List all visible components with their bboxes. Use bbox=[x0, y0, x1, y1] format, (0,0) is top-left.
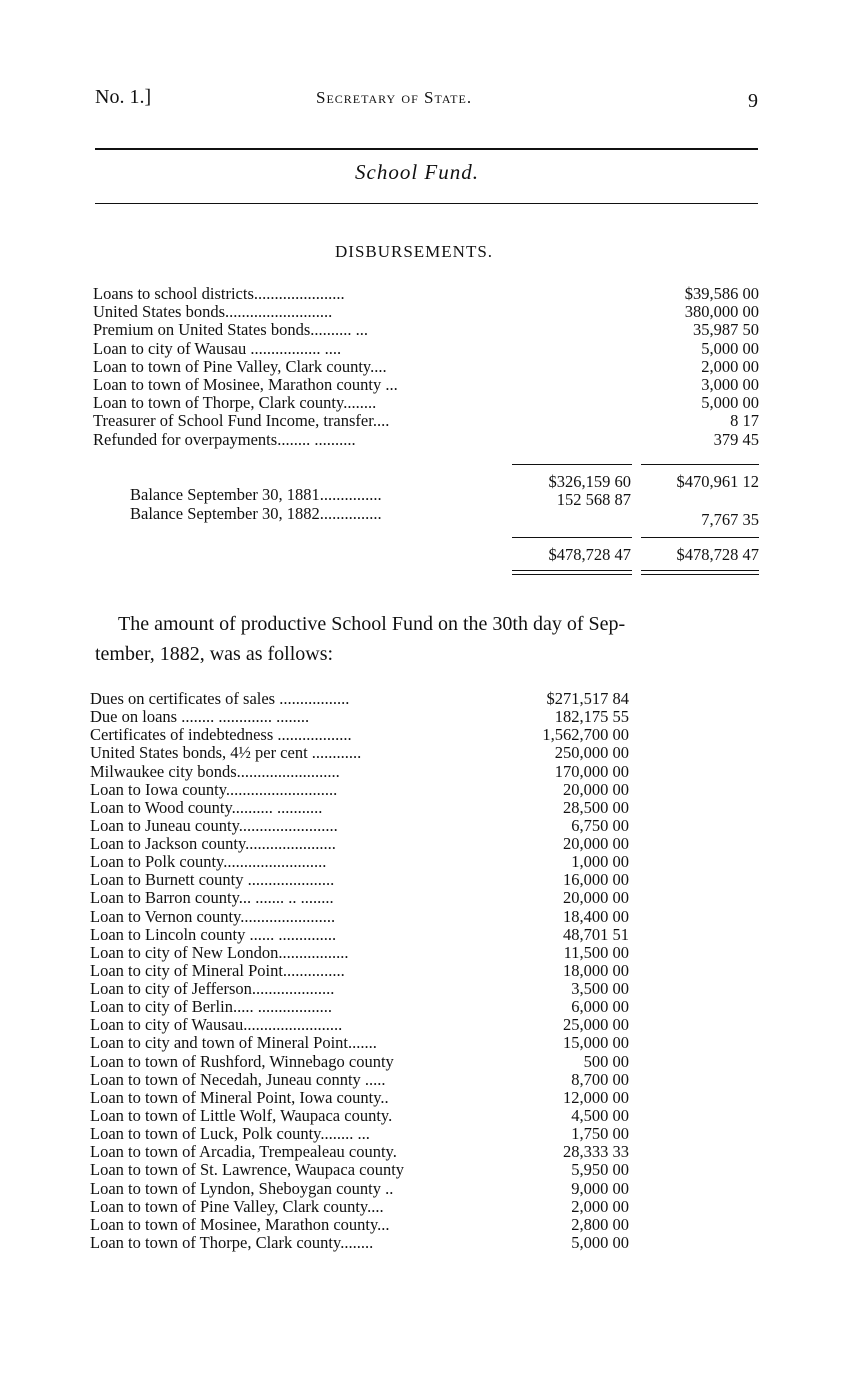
fund-row-label: Loan to town of Necedah, Juneau connty ..... bbox=[90, 1069, 386, 1089]
fund-row bbox=[0, 708, 851, 726]
disbursement-row-amount: 2,000 00 bbox=[701, 356, 759, 376]
fund-row-amount: 5,000 00 bbox=[571, 1232, 629, 1252]
fund-row bbox=[0, 889, 851, 907]
fund-row-amount: 20,000 00 bbox=[563, 834, 629, 854]
balance-label: Balance September 30, 1881............... bbox=[130, 485, 382, 504]
fund-row-amount: 18,400 00 bbox=[563, 906, 629, 926]
fund-row-label: Loan to town of Lyndon, Sheboygan county .. bbox=[90, 1178, 394, 1198]
fund-row-label: Loan to Jackson county...................... bbox=[90, 834, 336, 854]
fund-row-label: Loan to city of Berlin..... .................. bbox=[90, 997, 332, 1017]
fund-row-amount: 3,500 00 bbox=[571, 979, 629, 999]
fund-row-amount: 8,700 00 bbox=[571, 1069, 629, 1089]
disbursement-row bbox=[0, 303, 851, 321]
disbursement-row bbox=[0, 431, 851, 449]
section-subtitle: School Fund. bbox=[355, 160, 479, 184]
fund-row-amount: 2,800 00 bbox=[571, 1214, 629, 1234]
fund-row bbox=[0, 1161, 851, 1179]
disbursement-row-amount: $39,586 00 bbox=[684, 284, 759, 303]
total-rule-mid bbox=[512, 537, 632, 538]
fund-row-label: Loan to town of Luck, Polk county........ ... bbox=[90, 1124, 370, 1144]
fund-row-label: Loan to city of New London................. bbox=[90, 942, 349, 962]
total-rule-right bbox=[641, 537, 759, 538]
fund-row-label: Loan to town of Little Wolf, Waupaca county. bbox=[90, 1105, 393, 1125]
disbursement-row bbox=[0, 321, 851, 339]
fund-row bbox=[0, 781, 851, 799]
fund-row-label: Loan to town of Mosinee, Marathon county... bbox=[90, 1214, 390, 1234]
fund-row bbox=[0, 853, 851, 871]
fund-row-label: Loan to Lincoln county ...... .............. bbox=[90, 924, 337, 944]
page-number: 9 bbox=[748, 90, 758, 112]
fund-row bbox=[0, 763, 851, 781]
fund-row-label: Loan to town of Rushford, Winnebago county bbox=[90, 1051, 394, 1071]
disbursement-row-label: Loan to city of Wausau ................. .... bbox=[93, 338, 342, 358]
fund-row-amount: 15,000 00 bbox=[563, 1033, 629, 1053]
fund-row-label: Loan to Barron county... ....... .. ........ bbox=[90, 888, 334, 908]
disbursement-row bbox=[0, 340, 851, 358]
fund-row bbox=[0, 908, 851, 926]
fund-row-label: Loan to Iowa county........................... bbox=[90, 779, 338, 799]
fund-row bbox=[0, 690, 851, 708]
fund-row-amount: 28,333 33 bbox=[563, 1142, 629, 1162]
subtotal-mid: $326,159 60 bbox=[548, 472, 631, 491]
balance-mid: 152 568 87 bbox=[556, 490, 631, 509]
fund-row-amount: 20,000 00 bbox=[563, 888, 629, 908]
fund-row bbox=[0, 1234, 851, 1252]
fund-row bbox=[0, 1180, 851, 1198]
paragraph-line-2: tember, 1882, was as follows: bbox=[95, 643, 334, 665]
fund-row-label: Loan to city of Jefferson.................... bbox=[90, 979, 335, 999]
fund-row-label: Loan to Juneau county........................ bbox=[90, 815, 338, 835]
fund-row bbox=[0, 980, 851, 998]
disbursement-row-label: Refunded for overpayments........ .......... bbox=[93, 429, 356, 449]
subtitle-rule bbox=[95, 203, 758, 204]
fund-row-amount: 28,500 00 bbox=[563, 797, 629, 817]
double-rule-right bbox=[641, 570, 759, 575]
fund-row-amount: 11,500 00 bbox=[563, 942, 629, 962]
fund-row bbox=[0, 962, 851, 980]
disbursement-row bbox=[0, 394, 851, 412]
disbursement-row-amount: 3,000 00 bbox=[701, 375, 759, 394]
disbursement-row-label: Loan to town of Mosinee, Marathon county ... bbox=[93, 375, 398, 394]
fund-row-amount: 48,701 51 bbox=[563, 924, 629, 944]
total-row bbox=[0, 546, 851, 564]
disbursement-row-label: Loan to town of Pine Valley, Clark county.... bbox=[93, 356, 387, 376]
fund-row-amount: 16,000 00 bbox=[563, 870, 629, 890]
disbursement-row-amount: 380,000 00 bbox=[684, 302, 759, 322]
fund-row bbox=[0, 835, 851, 853]
subtotal-right: $470,961 12 bbox=[676, 472, 759, 491]
disbursement-row bbox=[0, 412, 851, 430]
fund-row bbox=[0, 998, 851, 1016]
fund-row-label: Loan to town of Mineral Point, Iowa county.. bbox=[90, 1087, 389, 1107]
fund-row bbox=[0, 1034, 851, 1052]
fund-row bbox=[0, 1089, 851, 1107]
disbursement-row-label: Loans to school districts...................... bbox=[93, 284, 345, 303]
disbursement-row-amount: 5,000 00 bbox=[701, 338, 759, 358]
fund-row bbox=[0, 926, 851, 944]
fund-row-label: Dues on certificates of sales ................. bbox=[90, 689, 350, 708]
disbursement-row bbox=[0, 358, 851, 376]
fund-row bbox=[0, 1071, 851, 1089]
header-rule bbox=[95, 148, 758, 150]
fund-row-label: Loan to town of Arcadia, Trempealeau county. bbox=[90, 1142, 397, 1162]
total-right: $478,728 47 bbox=[676, 545, 759, 564]
balance-row bbox=[0, 485, 851, 509]
fund-row-amount: 4,500 00 bbox=[571, 1105, 629, 1125]
fund-row-amount: 5,950 00 bbox=[571, 1160, 629, 1180]
disbursement-row-amount: 35,987 50 bbox=[693, 320, 759, 340]
fund-row bbox=[0, 1053, 851, 1071]
fund-row-amount: 6,750 00 bbox=[571, 815, 629, 835]
page-number-label: No. 1.] bbox=[95, 86, 152, 108]
fund-row bbox=[0, 1016, 851, 1034]
disbursement-row-amount: 5,000 00 bbox=[701, 393, 759, 413]
disbursement-row-label: United States bonds.......................... bbox=[93, 302, 333, 322]
disbursement-row-amount: 8 17 bbox=[730, 411, 759, 431]
fund-row bbox=[0, 799, 851, 817]
fund-row-label: Loan to Vernon county....................... bbox=[90, 906, 336, 926]
fund-row-amount: 20,000 00 bbox=[563, 779, 629, 799]
fund-row-label: Loan to city of Mineral Point............... bbox=[90, 960, 345, 980]
fund-row-amount: 170,000 00 bbox=[554, 761, 629, 781]
disbursements-heading: DISBURSEMENTS. bbox=[335, 242, 494, 261]
balance-label: Balance September 30, 1882............... bbox=[130, 504, 382, 523]
fund-row bbox=[0, 1107, 851, 1125]
paragraph-line-1: The amount of productive School Fund on the 30th day of Sep- bbox=[118, 613, 626, 635]
fund-row-amount: 18,000 00 bbox=[563, 960, 629, 980]
disbursement-row-label: Premium on United States bonds.......... ... bbox=[93, 320, 368, 340]
fund-row-label: Loan to town of Thorpe, Clark county........ bbox=[90, 1232, 374, 1252]
disbursement-row-amount: 379 45 bbox=[713, 429, 759, 449]
fund-row-label: Loan to town of Pine Valley, Clark county.... bbox=[90, 1196, 384, 1216]
disbursement-row-label: Treasurer of School Fund Income, transfer.... bbox=[93, 411, 390, 431]
running-title: Secretary of State. bbox=[316, 88, 473, 107]
fund-row-label: Loan to Polk county......................... bbox=[90, 852, 327, 872]
subtotal-rule-right bbox=[641, 464, 759, 465]
fund-row-amount: 12,000 00 bbox=[563, 1087, 629, 1107]
fund-row-label: Loan to city and town of Mineral Point....... bbox=[90, 1033, 377, 1053]
fund-row-amount: 1,000 00 bbox=[571, 852, 629, 872]
fund-row-label: Milwaukee city bonds......................... bbox=[90, 761, 340, 781]
disbursement-row bbox=[0, 285, 851, 303]
fund-row-amount: 182,175 55 bbox=[554, 707, 629, 727]
balance-row bbox=[0, 504, 851, 529]
fund-row bbox=[0, 1143, 851, 1161]
fund-row bbox=[0, 871, 851, 889]
fund-row bbox=[0, 1216, 851, 1234]
fund-row-amount: 9,000 00 bbox=[571, 1178, 629, 1198]
fund-row-amount: 2,000 00 bbox=[571, 1196, 629, 1216]
fund-row bbox=[0, 1198, 851, 1216]
fund-row-label: Loan to city of Wausau........................ bbox=[90, 1015, 343, 1035]
fund-row-label: Loan to town of St. Lawrence, Waupaca county bbox=[90, 1160, 405, 1180]
fund-row bbox=[0, 944, 851, 962]
fund-row-label: Certificates of indebtedness .................. bbox=[90, 725, 352, 745]
fund-row-amount: 1,562,700 00 bbox=[542, 725, 629, 745]
double-rule-mid bbox=[512, 570, 632, 575]
fund-row bbox=[0, 817, 851, 835]
fund-row bbox=[0, 726, 851, 744]
fund-row-amount: $271,517 84 bbox=[546, 689, 629, 708]
fund-row-label: Loan to Wood county.......... ........... bbox=[90, 797, 323, 817]
disbursement-row bbox=[0, 376, 851, 394]
balance-right: 7,767 35 bbox=[701, 510, 759, 529]
fund-row-label: Due on loans ........ ............. ........ bbox=[90, 707, 310, 727]
disbursement-row-label: Loan to town of Thorpe, Clark county........ bbox=[93, 393, 377, 413]
fund-row bbox=[0, 1125, 851, 1143]
fund-row-amount: 500 00 bbox=[583, 1051, 629, 1071]
fund-row-amount: 25,000 00 bbox=[563, 1015, 629, 1035]
fund-row-amount: 250,000 00 bbox=[554, 743, 629, 763]
total-mid: $478,728 47 bbox=[548, 545, 631, 564]
fund-row bbox=[0, 744, 851, 762]
fund-row-label: Loan to Burnett county ..................... bbox=[90, 870, 335, 890]
fund-row-amount: 6,000 00 bbox=[571, 997, 629, 1017]
subtotal-rule-mid bbox=[512, 464, 632, 465]
fund-row-amount: 1,750 00 bbox=[571, 1124, 629, 1144]
fund-row-label: United States bonds, 4½ per cent ............ bbox=[90, 743, 362, 763]
